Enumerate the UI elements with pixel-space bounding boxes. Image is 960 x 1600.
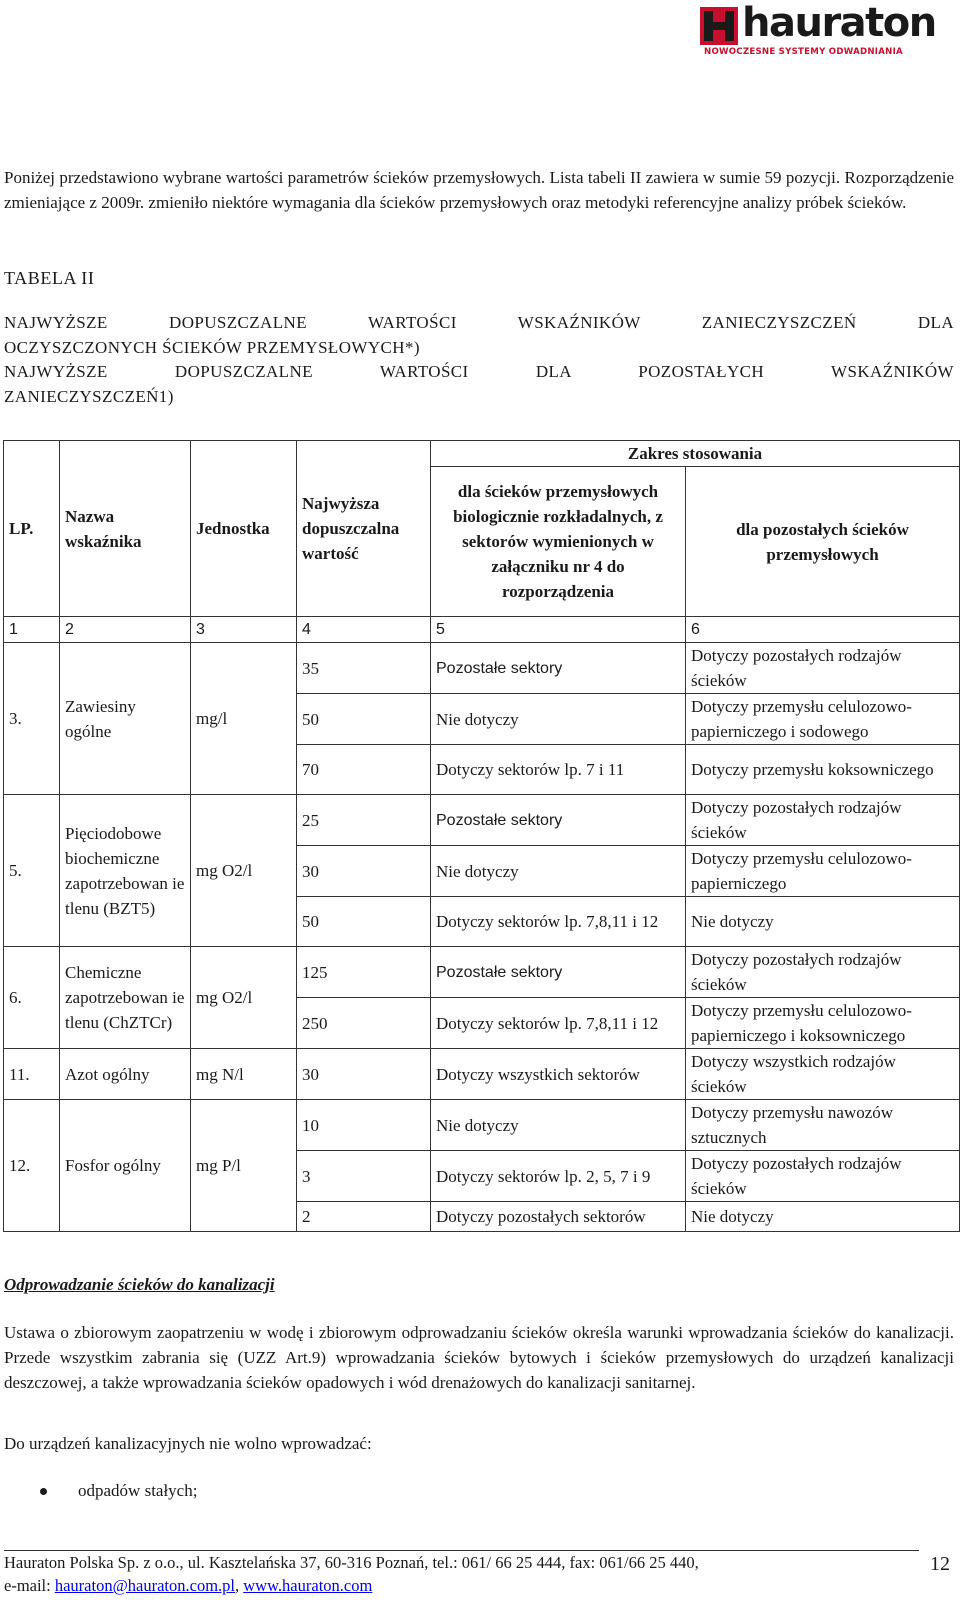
row-unit: mg N/l [191, 1049, 297, 1100]
row-scope-bio: Pozostałe sektory [431, 643, 686, 694]
row-value: 30 [297, 1049, 431, 1100]
footer-contact [4, 1574, 372, 1598]
row-scope-other: Dotyczy pozostałych rodzajów ścieków [686, 1151, 960, 1202]
row-lp: 11. [4, 1049, 60, 1100]
row-scope-bio: Nie dotyczy [431, 1100, 686, 1151]
row-scope-other: Nie dotyczy [686, 897, 960, 947]
row-unit: mg P/l [191, 1100, 297, 1232]
column-number: 2 [60, 617, 191, 643]
footer-website-link[interactable]: www.hauraton.com [243, 1576, 373, 1595]
pollutant-limits-table [3, 440, 960, 1232]
row-scope-bio: Dotyczy sektorów lp. 7 i 11 [431, 745, 686, 795]
row-scope-bio: Pozostałe sektory [431, 795, 686, 846]
row-scope-other: Dotyczy przemysłu celulozowo-papierniczego [686, 846, 960, 897]
bullet-text: odpadów stałych; [78, 1481, 198, 1500]
page-number: 12 [930, 1553, 950, 1575]
row-unit: mg O2/l [191, 947, 297, 1049]
bullet-icon [40, 1488, 47, 1495]
row-name: Fosfor ogólny [60, 1100, 191, 1232]
row-lp: 3. [4, 643, 60, 795]
row-scope-other: Dotyczy przemysłu celulozowo-papierniczego i sodowego [686, 694, 960, 745]
row-value: 50 [297, 694, 431, 745]
table-caption-line-2: OCZYSZCZONYCH ŚCIEKÓW PRZEMYSŁOWYCH*) [4, 338, 420, 357]
prohibited-intro-paragraph: Do urządzeń kanalizacyjnych nie wolno wprowadzać: [4, 1434, 372, 1453]
column-number: 6 [686, 617, 960, 643]
header-name: Nazwa wskaźnika [60, 441, 191, 617]
row-scope-other: Dotyczy wszystkich rodzajów ścieków [686, 1049, 960, 1100]
row-value: 2 [297, 1202, 431, 1232]
row-scope-bio: Dotyczy wszystkich sektorów [431, 1049, 686, 1100]
table-caption-line-4: ZANIECZYSZCZEŃ1) [4, 387, 174, 406]
row-scope-other: Dotyczy pozostałych rodzajów ścieków [686, 947, 960, 998]
table-row [4, 1100, 960, 1151]
row-scope-other: Dotyczy przemysłu celulozowo-papierniczego i koksowniczego [686, 998, 960, 1049]
header-scope-other: dla pozostałych ścieków przemysłowych [686, 467, 960, 617]
row-lp: 12. [4, 1100, 60, 1232]
column-number: 1 [4, 617, 60, 643]
table-row [4, 643, 960, 694]
column-number-row [4, 617, 960, 643]
footer-separator: , [235, 1576, 244, 1595]
table-caption-line-3: NAJWYŻSZE DOPUSZCZALNE WARTOŚCI DLA POZOSTAŁYCH WSKAŹNIKÓW [4, 362, 954, 381]
section-title: Odprowadzanie ścieków do kanalizacji [4, 1275, 275, 1294]
column-number: 5 [431, 617, 686, 643]
intro-paragraph: Poniżej przedstawiono wybrane wartości parametrów ścieków przemysłowych. Lista tabeli II zawiera w sumie 59 pozycji. Rozporządzenie zmieniające z 2009r. zmieniło niektóre wymagania dla ścieków przemysłowych oraz metodyki referencyjne analizy próbek ścieków. [4, 168, 954, 212]
row-scope-other: Dotyczy przemysłu nawozów sztucznych [686, 1100, 960, 1151]
row-value: 125 [297, 947, 431, 998]
row-value: 10 [297, 1100, 431, 1151]
footer-email-link[interactable]: hauraton@hauraton.com.pl [54, 1576, 235, 1595]
logo-tagline: NOWOCZESNE SYSTEMY ODWADNIANIA [704, 47, 903, 57]
row-lp: 6. [4, 947, 60, 1049]
row-value: 25 [297, 795, 431, 846]
row-scope-other: Dotyczy pozostałych rodzajów ścieków [686, 795, 960, 846]
footer-address: Hauraton Polska Sp. z o.o., ul. Kasztelańska 37, 60-316 Poznań, tel.: 061/ 66 25 444, fax: 061/66 25 440, [4, 1553, 699, 1572]
row-value: 3 [297, 1151, 431, 1202]
table-row [4, 1049, 960, 1100]
row-unit: mg/l [191, 643, 297, 795]
row-scope-bio: Dotyczy sektorów lp. 2, 5, 7 i 9 [431, 1151, 686, 1202]
table-caption-line-1: NAJWYŻSZE DOPUSZCZALNE WARTOŚCI WSKAŹNIKÓW ZANIECZYSZCZEŃ DLA [4, 313, 954, 332]
row-scope-bio: Dotyczy sektorów lp. 7,8,11 i 12 [431, 998, 686, 1049]
column-number: 3 [191, 617, 297, 643]
logo-wordmark: hauraton [742, 0, 936, 46]
row-value: 250 [297, 998, 431, 1049]
header-scope: Zakres stosowania [431, 441, 960, 467]
header-max-value: Najwyższa dopuszczalna wartość [297, 441, 431, 617]
hauraton-h-logo-icon [700, 7, 738, 45]
row-value: 30 [297, 846, 431, 897]
row-name: Chemiczne zapotrzebowan ie tlenu (ChZTCr) [60, 947, 191, 1049]
row-scope-other: Dotyczy przemysłu koksowniczego [686, 745, 960, 795]
row-name: Zawiesiny ogólne [60, 643, 191, 795]
row-scope-bio: Nie dotyczy [431, 846, 686, 897]
row-unit: mg O2/l [191, 795, 297, 947]
sewage-rules-paragraph: Ustawa o zbiorowym zaopatrzeniu w wodę i zbiorowym odprowadzaniu ścieków określa warunki wprowadzania ścieków do kanalizacji. Przede wszystkim zabrania się (UZZ Art.9) wprowadzania ścieków bytowych i ścieków przemysłowych do urządzeń kanalizacji deszczowej, a także wprowadzania ścieków opadowych i wód drenażowych do kanalizacji sanitarnej. [4, 1323, 954, 1392]
row-value: 50 [297, 897, 431, 947]
table-row [4, 947, 960, 998]
row-lp: 5. [4, 795, 60, 947]
row-value: 35 [297, 643, 431, 694]
header-unit: Jednostka [191, 441, 297, 617]
row-scope-bio: Pozostałe sektory [431, 947, 686, 998]
row-scope-bio: Dotyczy pozostałych sektorów [431, 1202, 686, 1232]
row-scope-bio: Dotyczy sektorów lp. 7,8,11 i 12 [431, 897, 686, 947]
table-row [4, 795, 960, 846]
column-number: 4 [297, 617, 431, 643]
row-value: 70 [297, 745, 431, 795]
hauraton-logo [700, 0, 955, 58]
footer-email-label: e-mail: [4, 1576, 55, 1595]
row-scope-other: Nie dotyczy [686, 1202, 960, 1232]
row-name: Azot ogólny [60, 1049, 191, 1100]
header-lp: LP. [4, 441, 60, 617]
header-scope-bio: dla ścieków przemysłowych biologicznie rozkładalnych, z sektorów wymienionych w załączniku nr 4 do rozporządzenia [431, 467, 686, 617]
row-name: Pięciodobowe biochemiczne zapotrzebowan ie tlenu (BZT5) [60, 795, 191, 947]
table-label: TABELA II [4, 268, 95, 288]
row-scope-other: Dotyczy pozostałych rodzajów ścieków [686, 643, 960, 694]
row-scope-bio: Nie dotyczy [431, 694, 686, 745]
